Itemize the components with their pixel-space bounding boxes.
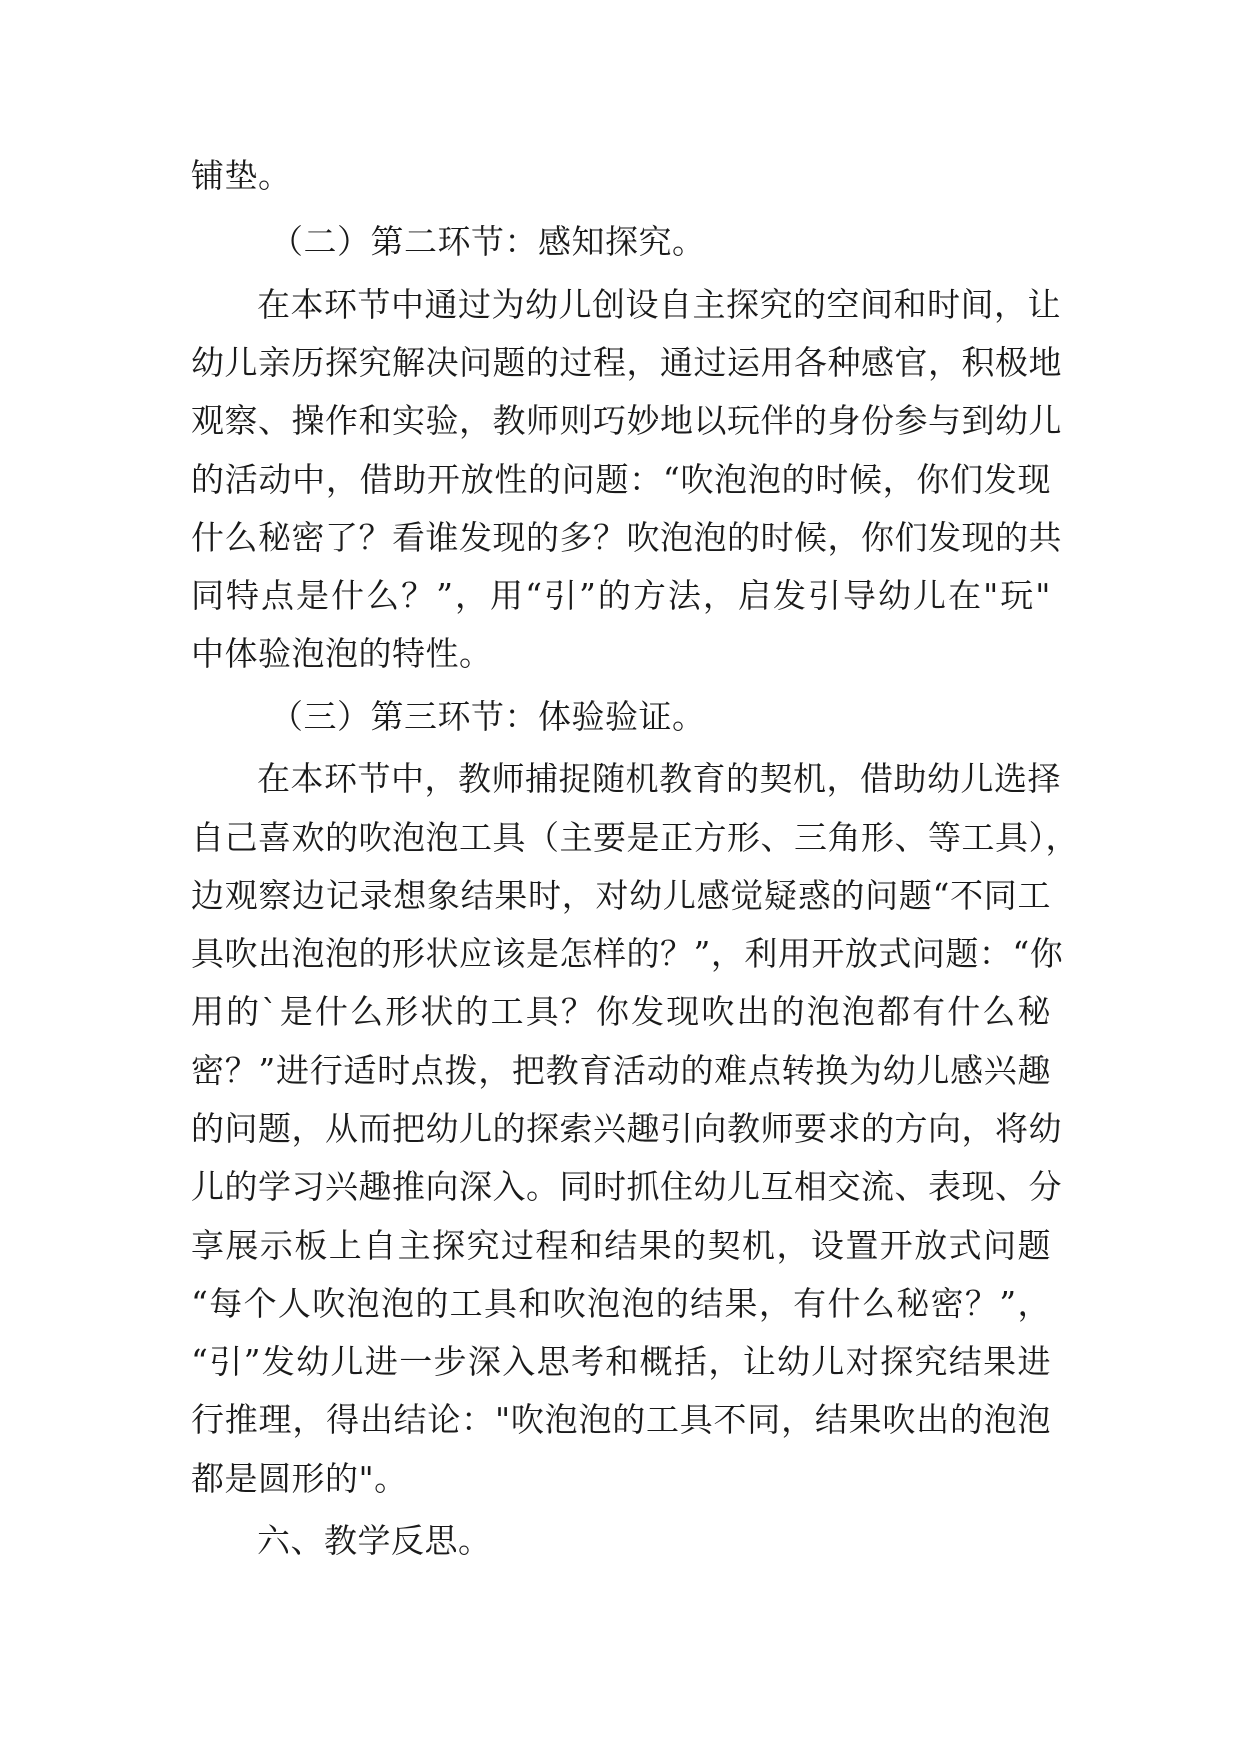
paragraph-line: 同特点是什么？”，用“引”的方法，启发引导幼儿在"玩" — [191, 576, 1051, 615]
paragraph-line: 的活动中，借助开放性的问题：“吹泡泡的时候，你们发现 — [191, 460, 1051, 499]
paragraph-line: 具吹出泡泡的形状应该是怎样的？”，利用开放式问题：“你 — [191, 934, 1064, 973]
paragraph-continuation: 铺垫。 — [191, 156, 292, 195]
section-heading-6: 六、教学反思。 — [257, 1521, 492, 1560]
paragraph-line: “每个人吹泡泡的工具和吹泡泡的结果，有什么秘密？”， — [191, 1284, 1051, 1323]
paragraph-line: 都是圆形的"。 — [191, 1459, 408, 1498]
paragraph-line: “引”发幼儿进一步深入思考和概括，让幼儿对探究结果进 — [191, 1342, 1051, 1381]
section-heading-2: （二）第二环节：感知探究。 — [270, 222, 706, 261]
paragraph-line: 密？”进行适时点拨，把教育活动的难点转换为幼儿感兴趣 — [191, 1051, 1051, 1090]
paragraph-line: 行推理，得出结论："吹泡泡的工具不同，结果吹出的泡泡 — [191, 1400, 1051, 1439]
paragraph-line: 在本环节中，教师捕捉随机教育的契机，借助幼儿选择 — [257, 759, 1061, 798]
paragraph-line: 的问题，从而把幼儿的探索兴趣引向教师要求的方向，将幼 — [191, 1109, 1062, 1148]
paragraph-line: 儿的学习兴趣推向深入。同时抓住幼儿互相交流、表现、分 — [191, 1167, 1062, 1206]
paragraph-line: 中体验泡泡的特性。 — [191, 634, 493, 673]
paragraph-line: 观察、操作和实验，教师则巧妙地以玩伴的身份参与到幼儿 — [191, 401, 1062, 440]
section-heading-3: （三）第三环节：体验验证。 — [270, 697, 706, 736]
paragraph-line: 自己喜欢的吹泡泡工具（主要是正方形、三角形、等工具）， — [191, 818, 1079, 857]
paragraph-line: 享展示板上自主探究过程和结果的契机，设置开放式问题 — [191, 1226, 1051, 1265]
paragraph-line: 幼儿亲历探究解决问题的过程，通过运用各种感官，积极地 — [191, 343, 1062, 382]
paragraph-line: 什么秘密了？看谁发现的多？吹泡泡的时候，你们发现的共 — [191, 518, 1062, 557]
paragraph-line: 在本环节中通过为幼儿创设自主探究的空间和时间，让 — [257, 285, 1061, 324]
paragraph-line: 边观察边记录想象结果时，对幼儿感觉疑惑的问题“不同工 — [191, 876, 1051, 915]
paragraph-line: 用的`是什么形状的工具？你发现吹出的泡泡都有什么秘 — [191, 992, 1051, 1031]
